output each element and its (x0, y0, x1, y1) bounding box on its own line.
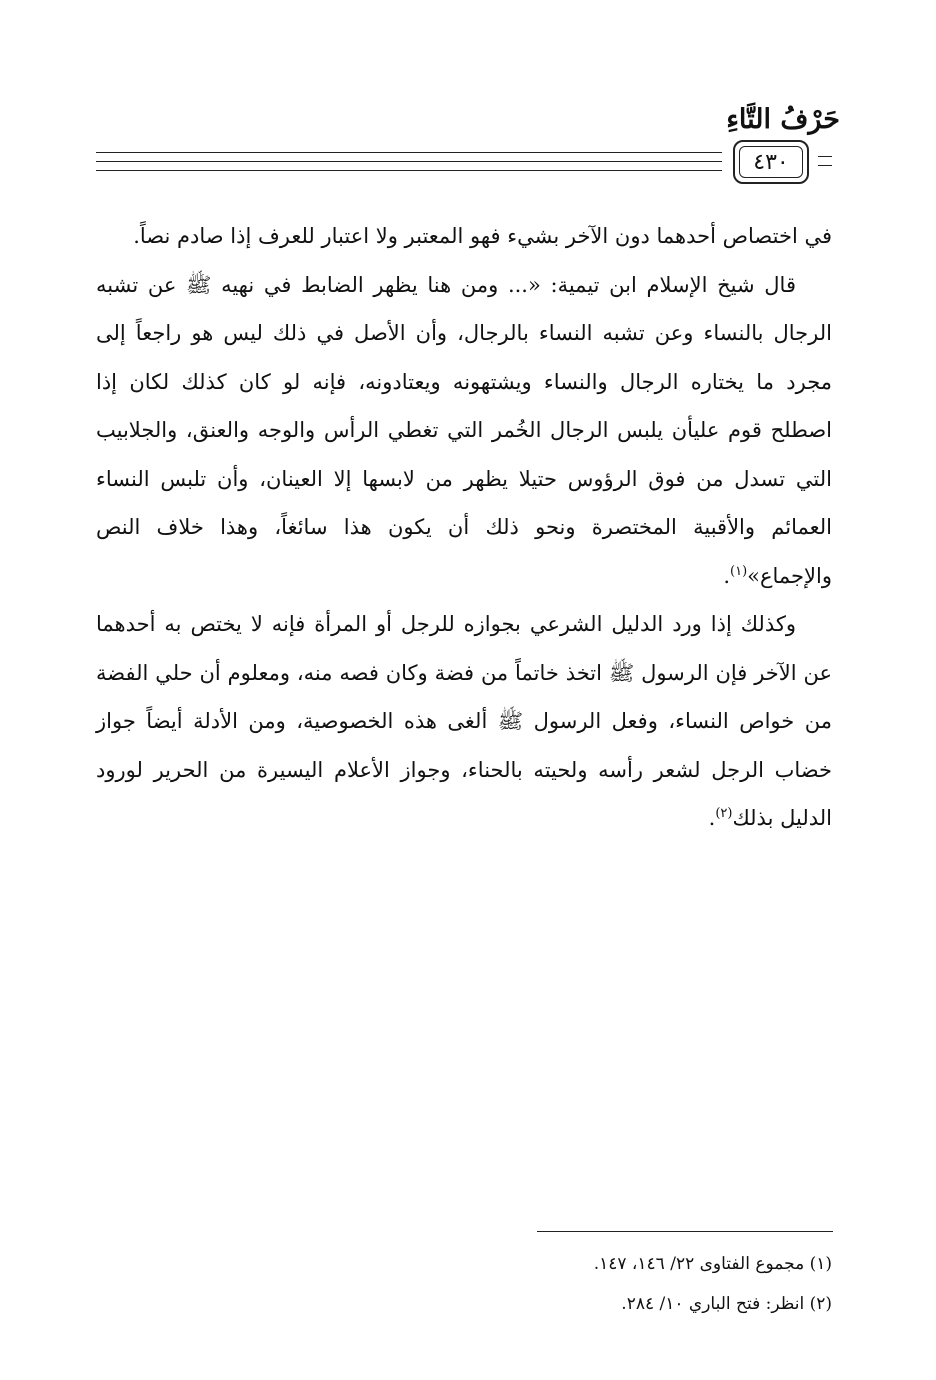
paragraph-text: قال شيخ الإسلام ابن تيمية: «... ومن هنا يظهر الضابط في نهيه ﷺ عن تشبه الرجال بالنساء وعن تشبه النساء بالرجال، وأن الأصل في ذلك ليس هو راجعاً إلى مجرد ما يختاره الرجال والنساء ويشتهونه ويعتادونه، فإنه لو كان كذلك لكان إذا اصطلح قوم عليأن يلبس الرجال الخُمر التي تغطي الرأس والوجه والعنق، والجلابيب التي تسدل من فوق الرؤوس حتيلا يظهر من لابسها إلا العينان، وأن تلبس النساء العمائم والأقبية المختصرة ونحو ذلك أن يكون هذا سائغاً، وهذا خلاف النص والإجماع» (96, 272, 832, 588)
header-rule (96, 140, 832, 190)
paragraph-text: في اختصاص أحدهما دون الآخر بشيء فهو المعتبر ولا اعتبار للعرف إذا صادم نصاً. (133, 224, 832, 248)
footnote-item: (٢) انظر: فتح الباري ١٠/ ٢٨٤. (621, 1294, 832, 1314)
footnote-separator (537, 1231, 833, 1232)
header-rule-line (96, 161, 722, 162)
header-rule-cap (818, 156, 832, 157)
footnote-reference[interactable]: (١) (730, 563, 748, 579)
chapter-title: حَرْفُ التَّاءِ (726, 104, 840, 135)
footnotes (232, 1244, 832, 1324)
paragraph (96, 212, 832, 261)
page-number: ٤٣٠ (739, 146, 803, 178)
footnote-reference[interactable]: (٢) (715, 806, 733, 821)
main-text (96, 212, 832, 843)
sentence-end: . (723, 563, 730, 588)
sentence-end: . (708, 806, 716, 830)
header-rule-cap (818, 165, 832, 166)
paragraph (96, 261, 832, 601)
header-rule-line (96, 152, 722, 153)
page-number-frame (733, 140, 809, 184)
paragraph (96, 600, 832, 843)
paragraph-text: وكذلك إذا ورد الدليل الشرعي بجوازه للرجل أو المرأة فإنه لا يختص به أحدهما عن الآخر فإن الرسول ﷺ اتخذ خاتماً من فضة وكان فصه منه، ومعلوم أن حلي الفضة من خواص النساء، وفعل الرسول ﷺ ألغى هذه الخصوصية، ومن الأدلة أيضاً جواز خضاب الرجل لشعر رأسه ولحيته بالحناء، وجواز الأعلام اليسيرة من الحرير لورود الدليل بذلك (96, 612, 832, 830)
header-rule-line (96, 170, 722, 171)
footnote-item: (١) مجموع الفتاوى ٢٢/ ١٤٦، ١٤٧. (593, 1254, 832, 1274)
